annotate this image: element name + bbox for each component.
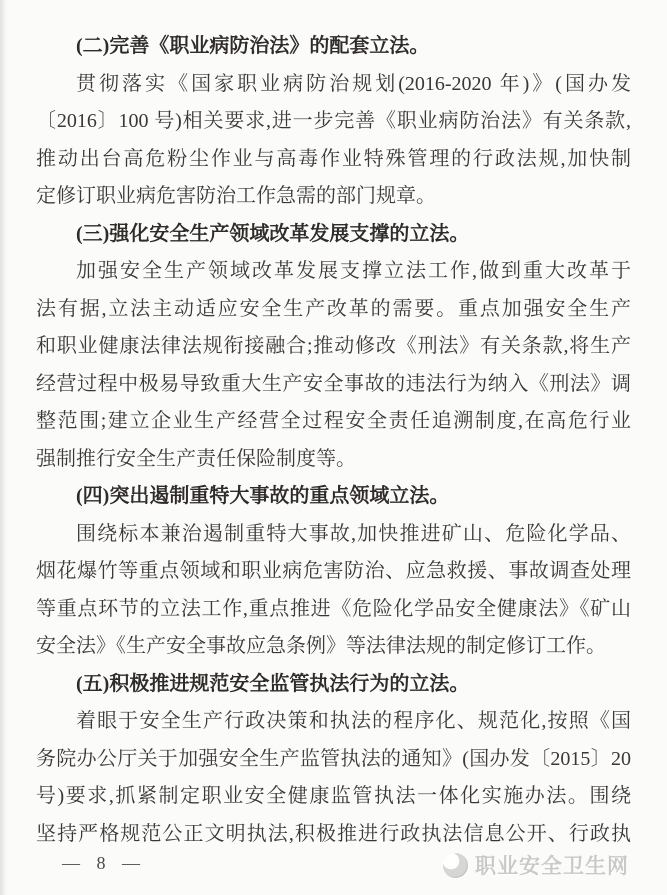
body-text-line: 等重点环节的立法工作,重点推进《危险化学品安全健康法》《矿山 [36, 597, 631, 620]
section-heading: (三)强化安全生产领域改革发展支撑的立法。 [76, 222, 470, 245]
body-text-line: 经营过程中极易导致重大生产安全事故的违法行为纳入《刑法》调 [36, 372, 631, 395]
body-text-line: 强制推行安全生产责任保险制度等。 [36, 447, 356, 470]
body-text-line: 烟花爆竹等重点领域和职业病危害防治、应急救援、事故调查处理 [36, 560, 631, 582]
body-text-line: 加强安全生产领域改革发展支撑立法工作,做到重大改革于 [76, 260, 631, 282]
section-heading: (四)突出遏制重特大事故的重点领域立法。 [76, 485, 450, 507]
body-text-line: 号)要求,抓紧制定职业安全健康监管执法一体化实施办法。围绕 [36, 785, 631, 807]
site-logo-icon [443, 853, 468, 878]
body-text-line: 贯彻落实《国家职业病防治规划(2016-2020 年)》(国办发 [76, 72, 631, 95]
body-text-line: 坚持严格规范公正文明执法,积极推进行政执法信息公开、行政执 [36, 822, 631, 845]
body-text-line: 法有据,立法主动适应安全生产改革的需要。重点加强安全生产 [36, 297, 631, 320]
site-watermark [443, 850, 629, 880]
body-text-line: 着眼于安全生产行政决策和执法的程序化、规范化,按照《国 [76, 710, 631, 732]
body-text-line: 定修订职业病危害防治工作急需的部门规章。 [36, 185, 436, 207]
section-heading: (二)完善《职业病防治法》的配套立法。 [76, 35, 430, 57]
body-text-line: 和职业健康法律法规衔接融合;推动修改《刑法》有关条款,将生产 [36, 335, 631, 357]
page-footer [36, 850, 631, 890]
body-text-line: 围绕标本兼治遏制重特大事故,加快推进矿山、危险化学品、 [76, 522, 631, 545]
body-text-line: 整范围;建立企业生产经营全过程安全责任追溯制度,在高危行业 [36, 410, 631, 432]
body-text-line: 务院办公厅关于加强安全生产监管执法的通知》(国办发〔2015〕20 [36, 747, 631, 770]
page-number: — 8 — [62, 853, 141, 873]
section-heading: (五)积极推进规范安全监管执法行为的立法。 [76, 672, 470, 695]
body-text-line: 安全法》《生产安全事故应急条例》等法律法规的制定修订工作。 [36, 635, 606, 657]
body-text-line: 推动出台高危粉尘作业与高毒作业特殊管理的行政法规,加快制 [36, 147, 631, 170]
body-text-line: 〔2016〕100 号)相关要求,进一步完善《职业病防治法》有关条款, [36, 110, 631, 132]
watermark-text: 职业安全卫生网 [475, 855, 629, 878]
